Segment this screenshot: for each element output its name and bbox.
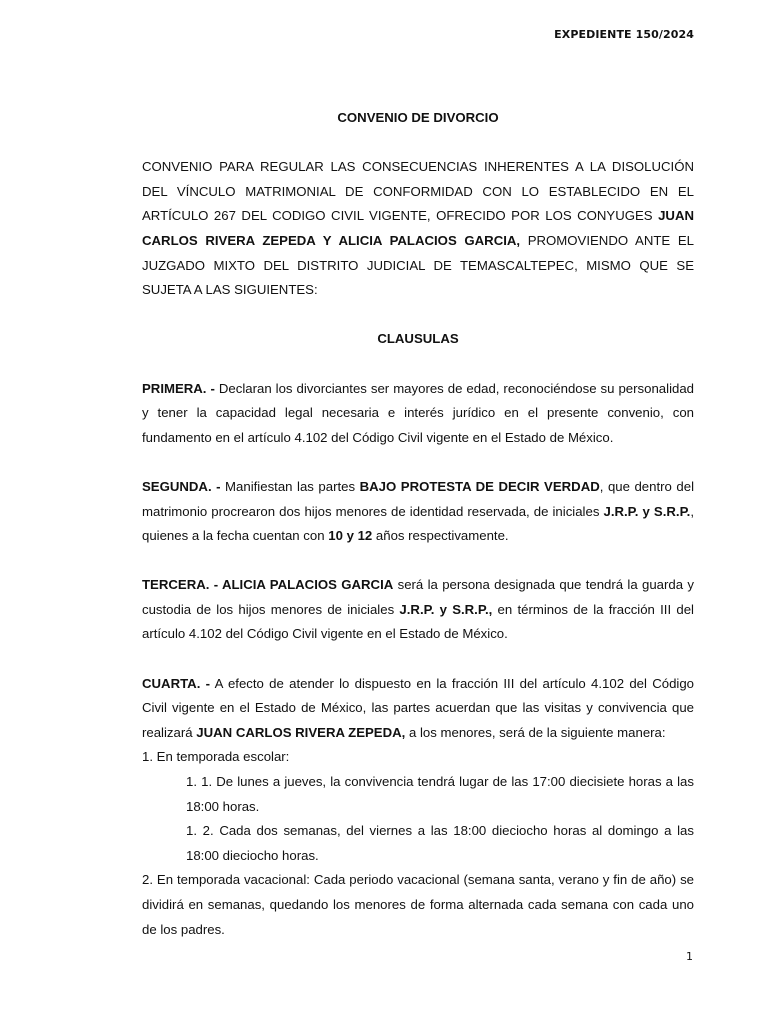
list-item-1: 1. En temporada escolar: xyxy=(142,749,290,765)
clause-tercera-label: TERCERA. - ALICIA PALACIOS GARCIA xyxy=(142,577,394,593)
page-number: 1 xyxy=(686,950,693,963)
intro-parties: JUAN CARLOS RIVERA ZEPEDA Y ALICIA PALACIOS GARCIA, xyxy=(142,208,694,248)
clause-segunda-label: SEGUNDA. - xyxy=(142,478,221,494)
clause-tercera-text-2: en términos de la fracción III del artículo 4.102 del Código Civil vigente en el Estado de México. xyxy=(142,601,694,642)
clause-segunda-bold-1: BAJO PROTESTA DE DECIR VERDAD xyxy=(359,478,600,494)
document-body xyxy=(142,106,694,942)
clause-cuarta-name: JUAN CARLOS RIVERA ZEPEDA, xyxy=(196,724,406,740)
clause-segunda-text-2: , que dentro del matrimonio procrearon dos hijos menores de identidad reservada, de iniciales xyxy=(142,478,694,519)
clause-tercera xyxy=(142,573,694,647)
clause-cuarta xyxy=(142,672,694,746)
expediente-number: EXPEDIENTE 150/2024 xyxy=(554,28,694,41)
clause-tercera-initials: J.R.P. y S.R.P., xyxy=(399,601,493,617)
list-item-1-2: 1. 2. Cada dos semanas, del viernes a las 18:00 dieciocho horas al domingo a las 18:00 dieciocho horas. xyxy=(186,823,694,863)
clause-cuarta-text-2: a los menores, será de la siguiente manera: xyxy=(405,724,666,740)
clause-segunda-ages: 10 y 12 xyxy=(328,528,373,544)
intro-text-1: CONVENIO PARA REGULAR LAS CONSECUENCIAS INHERENTES A LA DISOLUCIÓN DEL VÍNCULO MATRIMONIAL DE CONFORMIDAD CON LO ESTABLECIDO EN EL ARTÍCULO 267 DEL CODIGO CIVIL VIGENTE, OFRECIDO POR LOS CONYUGES xyxy=(142,159,694,224)
clause-cuarta-text-1: A efecto de atender lo dispuesto en la fracción III del artículo 4.102 del Código Civil vigente en el Estado de México, las partes acuerdan que las visitas y convivencia que realizará xyxy=(142,675,695,740)
intro-paragraph xyxy=(142,155,694,303)
clause-segunda-text-1: Manifiestan las partes xyxy=(220,478,360,494)
clause-segunda-text-4: años respectivamente. xyxy=(372,528,509,544)
clause-primera-label: PRIMERA. - xyxy=(142,380,215,396)
clause-primera-text: Declaran los divorciantes ser mayores de edad, reconociéndose su personalidad y tener la capacidad legal necesaria e interés jurídico en el presente convenio, con fundamento en el artículo 4.102 del Código Civil vigente en el Estado de México. xyxy=(142,380,694,445)
list-item-2: 2. En temporada vacacional: Cada periodo vacacional (semana santa, verano y fin de año) se dividirá en semanas, quedando los menores de forma alternada cada semana con cada uno de los padres. xyxy=(142,872,694,937)
clause-segunda xyxy=(142,475,694,549)
clause-primera xyxy=(142,377,694,451)
clause-cuarta-label: CUARTA. - xyxy=(142,675,211,691)
clause-segunda-text-3: , quienes a la fecha cuentan con xyxy=(142,503,694,544)
clause-tercera-text-1: será la persona designada que tendrá la guarda y custodia de los hijos menores de iniciales xyxy=(142,577,695,617)
clause-segunda-initials: J.R.P. y S.R.P. xyxy=(603,503,691,519)
document-title: CONVENIO DE DIVORCIO xyxy=(337,110,499,125)
intro-text-2: PROMOVIENDO ANTE EL JUZGADO MIXTO DEL DISTRITO JUDICIAL DE TEMASCALTEPEC, MISMO QUE SE SUJETA A LAS SIGUIENTES: xyxy=(142,232,694,298)
list-item-1-1: 1. 1. De lunes a jueves, la convivencia tendrá lugar de las 17:00 diecisiete horas a las 18:00 horas. xyxy=(186,774,694,814)
clausulas-heading: CLAUSULAS xyxy=(377,331,459,347)
